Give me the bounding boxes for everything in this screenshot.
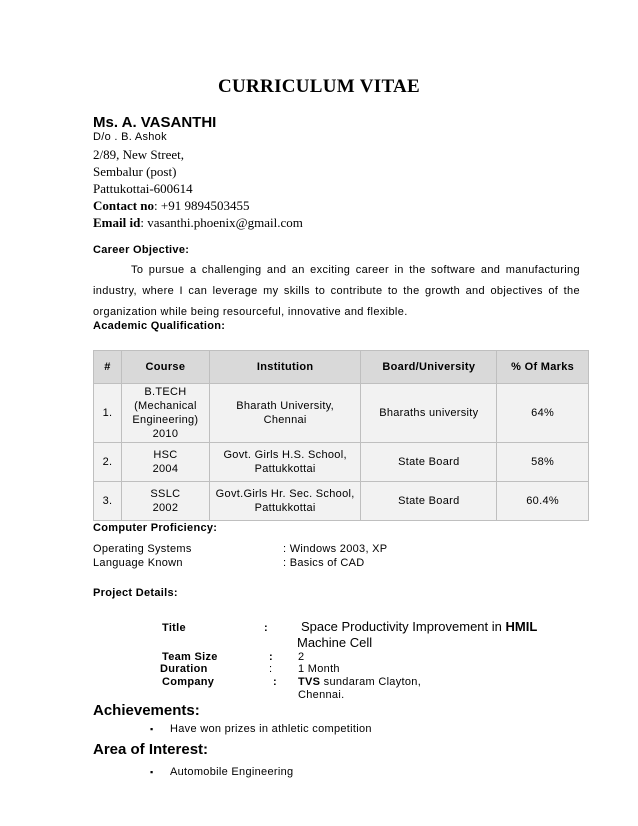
institution-cell — [209, 482, 361, 521]
career-objective-text — [93, 260, 580, 323]
duration-label: Duration — [160, 663, 208, 675]
career-objective-heading: Career Objective: — [93, 244, 190, 256]
document-title: CURRICULUM VITAE — [217, 76, 421, 97]
table-header-row — [94, 351, 589, 384]
course-line: (Mechanical — [134, 400, 197, 412]
project-title-text: Space Productivity Improvement in — [301, 619, 506, 634]
company-bold: TVS — [298, 676, 321, 688]
team-size-value: 2 — [298, 651, 305, 663]
column-header: Course — [121, 351, 209, 384]
board-cell: State Board — [361, 482, 497, 521]
career-objective-body: To pursue a challenging and an exciting career in the software and manufacturing industry, where I can leverage my skills to contribute to the growth and objectives of the organization while being resourceful, innovative and flexible. — [93, 264, 580, 318]
course-line: B.TECH — [144, 386, 187, 398]
course-line: 2010 — [152, 428, 179, 440]
board-cell: Bharaths university — [361, 384, 497, 443]
project-title-colon: : — [264, 622, 268, 634]
contact-number — [93, 198, 249, 214]
project-heading: Project Details: — [93, 587, 178, 599]
course-cell — [121, 384, 209, 443]
column-header: Board/University — [361, 351, 497, 384]
address-line-2: Sembalur (post) — [93, 164, 177, 179]
marks-cell: 60.4% — [497, 482, 589, 521]
board-cell: State Board — [361, 443, 497, 482]
address-line-1: 2/89, New Street, — [93, 147, 184, 162]
company-line2: Chennai. — [298, 689, 345, 701]
marks-cell: 64% — [497, 384, 589, 443]
company-rest: sundaram Clayton, — [320, 676, 422, 688]
table-row — [94, 443, 589, 482]
interest-item: Automobile Engineering — [170, 766, 294, 778]
institution-line: Chennai — [263, 414, 307, 426]
institution-line: Bharath University, — [236, 400, 335, 412]
row-number: 2. — [94, 443, 122, 482]
course-line: HSC — [153, 449, 178, 461]
language-label: Language Known — [93, 557, 183, 569]
course-cell — [121, 443, 209, 482]
bullet-icon: ▪ — [150, 767, 154, 777]
table-row — [94, 482, 589, 521]
academic-table — [93, 350, 589, 521]
project-title-value — [301, 619, 537, 634]
contact-label: Contact no — [93, 198, 155, 213]
institution-line: Govt. Girls H.S. School, — [223, 449, 347, 461]
row-number: 1. — [94, 384, 122, 443]
company-label: Company — [162, 676, 215, 688]
course-cell — [121, 482, 209, 521]
column-header: # — [94, 351, 122, 384]
computer-heading: Computer Proficiency: — [93, 522, 218, 534]
course-line: 2004 — [152, 463, 179, 475]
table-row — [94, 384, 589, 443]
team-size-colon: : — [269, 651, 273, 663]
address-line-3: Pattukottai-600614 — [93, 181, 193, 196]
course-line: Engineering) — [132, 414, 199, 426]
email-id — [93, 215, 303, 231]
institution-cell — [209, 384, 361, 443]
institution-cell — [209, 443, 361, 482]
column-header: % Of Marks — [497, 351, 589, 384]
parent-name: D/o . B. Ashok — [93, 131, 167, 143]
candidate-name: Ms. A. VASANTHI — [93, 114, 217, 131]
team-size-label: Team Size — [162, 651, 218, 663]
project-title-line2: Machine Cell — [297, 635, 373, 650]
institution-line: Pattukkottai — [254, 463, 316, 475]
interest-heading: Area of Interest: — [93, 741, 209, 758]
institution-line: Pattukkottai — [254, 502, 316, 514]
email-value: : vasanthi.phoenix@gmail.com — [140, 215, 303, 230]
os-value: : Windows 2003, XP — [283, 543, 388, 555]
project-title-bold: HMIL — [505, 619, 538, 634]
row-number: 3. — [94, 482, 122, 521]
company-value — [298, 676, 421, 688]
column-header: Institution — [209, 351, 361, 384]
institution-line: Govt.Girls Hr. Sec. School, — [215, 488, 355, 500]
bullet-icon: ▪ — [150, 724, 154, 734]
company-colon: : — [273, 676, 277, 688]
contact-value: : +91 9894503455 — [154, 198, 250, 213]
duration-colon: : — [269, 663, 273, 675]
course-line: SSLC — [150, 488, 181, 500]
achievements-heading: Achievements: — [93, 702, 200, 719]
project-title-label: Title — [162, 622, 186, 634]
duration-value: 1 Month — [298, 663, 340, 675]
course-line: 2002 — [152, 502, 179, 514]
marks-cell: 58% — [497, 443, 589, 482]
achievement-item: Have won prizes in athletic competition — [170, 723, 372, 735]
academic-heading: Academic Qualification: — [93, 320, 226, 332]
email-label: Email id — [93, 215, 141, 230]
language-value: : Basics of CAD — [283, 557, 365, 569]
os-label: Operating Systems — [93, 543, 192, 555]
